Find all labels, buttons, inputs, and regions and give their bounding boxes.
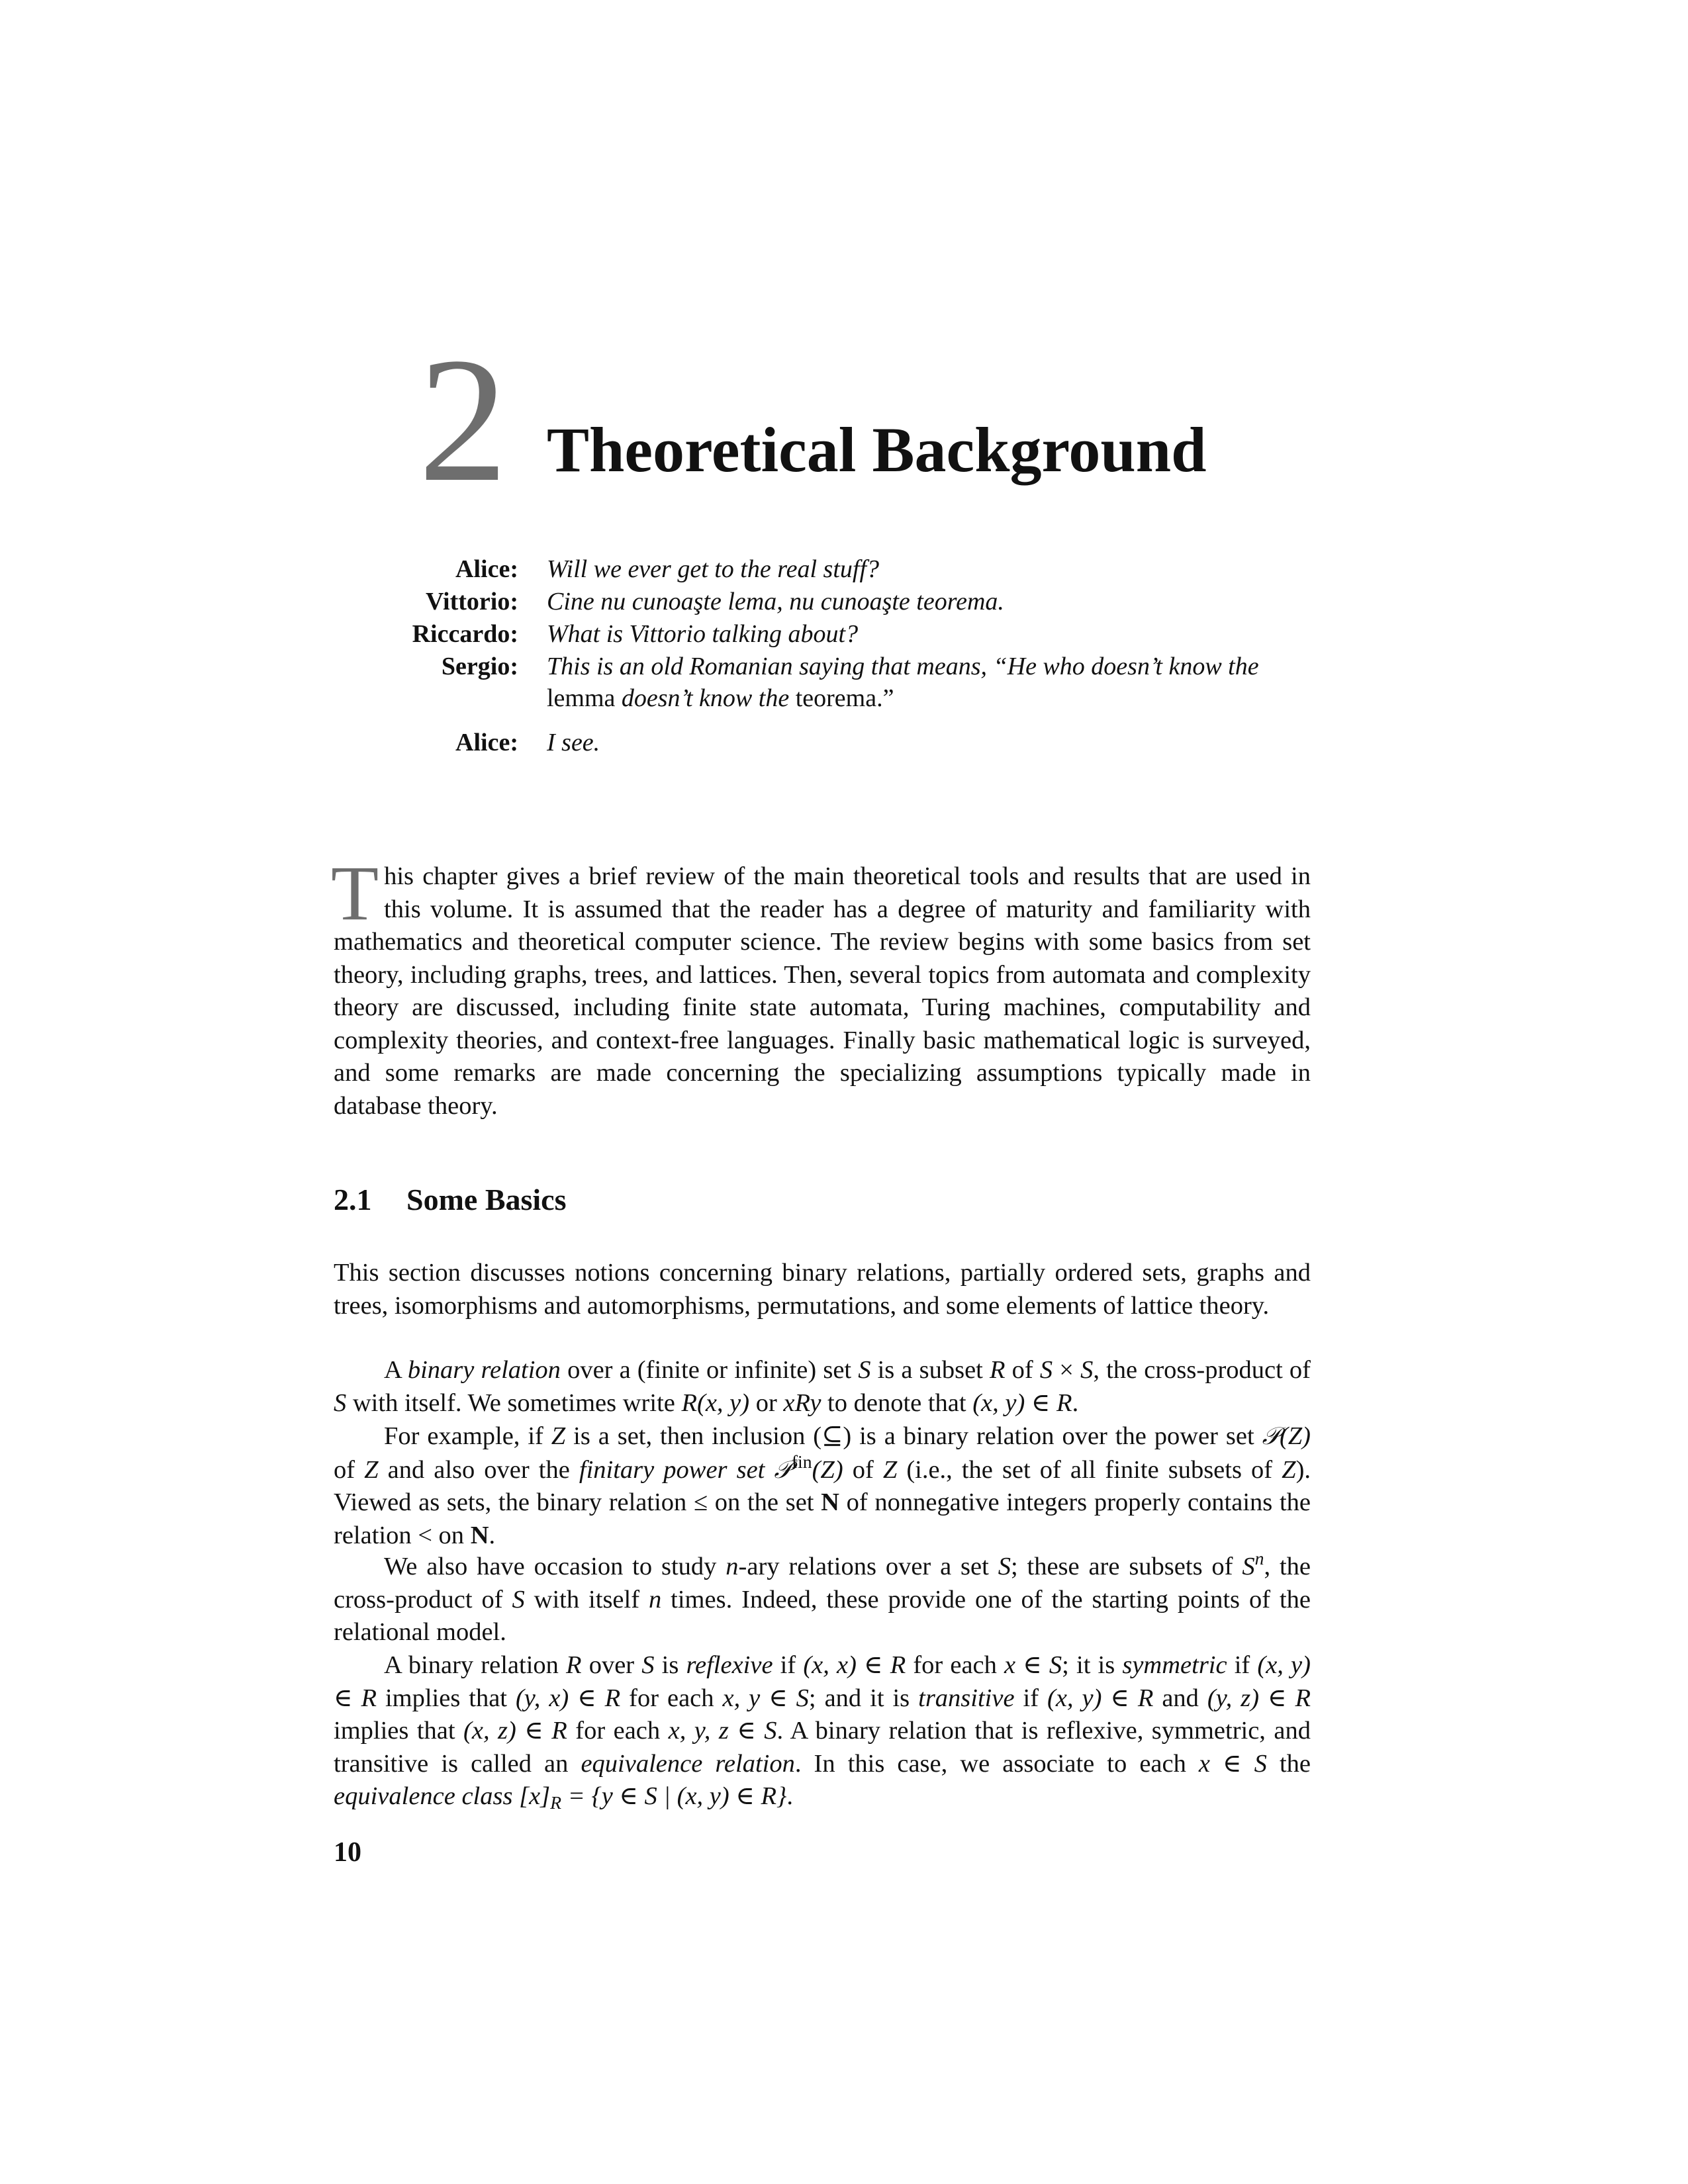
speaker: Sergio: [441,653,518,680]
dialogue-line: I see. [547,729,600,756]
dialogue-row [0,651,1688,715]
intro-text: his chapter gives a brief review of the main theoretical tools and results that are used in this volume. It is assumed that the reader has a degree of maturity and familiarity with mathematics and theoretical computer science. The review begins with some basics from set theory, including graphs, trees, and lattices. Then, several topics from automata and complexity theory are discussed, including finite state automata, Turing machines, computability and complexity theories, and context-free languages. Finally basic mathematical logic is surveyed, and some remarks are made concerning the specializing assumptions typically made in database theory. [334,862,1311,1120]
body-paragraph-4: We also have occasion to study n-ary relations over a set S; these are subsets of $S^n$, the cross-product of S with itself n times. Indeed, these provide one of the starting points of the relational model. [334,1547,1311,1646]
intro-paragraph [331,850,1311,1122]
speaker: Alice: [455,555,518,583]
speaker: Vittorio: [426,588,518,615]
section-title: Some Basics [406,1183,567,1216]
section-heading [334,1185,567,1215]
page-number: 10 [334,1837,361,1868]
dialogue-line: What is Vittorio talking about? [547,620,859,648]
section-number: 2.1 [334,1183,372,1216]
dialogue-line: Cine nu cunoaşte lema, nu cunoaşte teorema. [547,588,1004,615]
body-paragraph-2: A binary relation over a (finite or infinite) set S is a subset R of S × S, the cross-product of S with itself. We sometimes write R(x, y) or xRy to denote that (x, y) ∈ R. [334,1356,1311,1417]
drop-cap: T [331,850,379,936]
body-paragraph-1: This section discusses notions concerning binary relations, partially ordered sets, graphs and trees, isomorphisms and automorphisms, permutations, and some elements of lattice theory. [334,1259,1311,1320]
chapter-title: Theoretical Background [547,414,1207,485]
body-paragraph-3: For example, if Z is a set, then inclusion (⊆) is a binary relation over the power set 𝒫(Z) of Z and also over the finitary power set 𝒫$^{fin}$(Z) of Z (i.e., the set of all finite subsets of Z). Viewed as sets, the binary relation ≤ on the set N of nonnegative integers properly contains the relation < on N. [334,1422,1311,1549]
dialogue-line: Will we ever get to the real stuff? [547,555,879,583]
chapter-number: 2 [418,321,505,519]
speaker: Alice: [455,729,518,756]
dialogue-line: This is an old Romanian saying that means, “He who doesn’t know the lemma doesn’t know the teorema.” [547,653,1259,712]
speaker: Riccardo: [412,620,518,648]
body-paragraph-5: A binary relation R over S is reflexive if (x, x) ∈ R for each x ∈ S; it is symmetric if (x, y) ∈ R implies that (y, x) ∈ R for each x, y ∈ S; and it is transitive if (x, y) ∈ R and (y, z) ∈ R implies that (x, z) ∈ R for each x, y, z ∈ S. A binary relation that is reflexive, symmetric, and transitive is called an equivalence relation. In this case, we associate to each x ∈ S the equivalence class $[x]_R = \{y$ ∈ S | (x, y) ∈ R}. [334,1651,1311,1813]
